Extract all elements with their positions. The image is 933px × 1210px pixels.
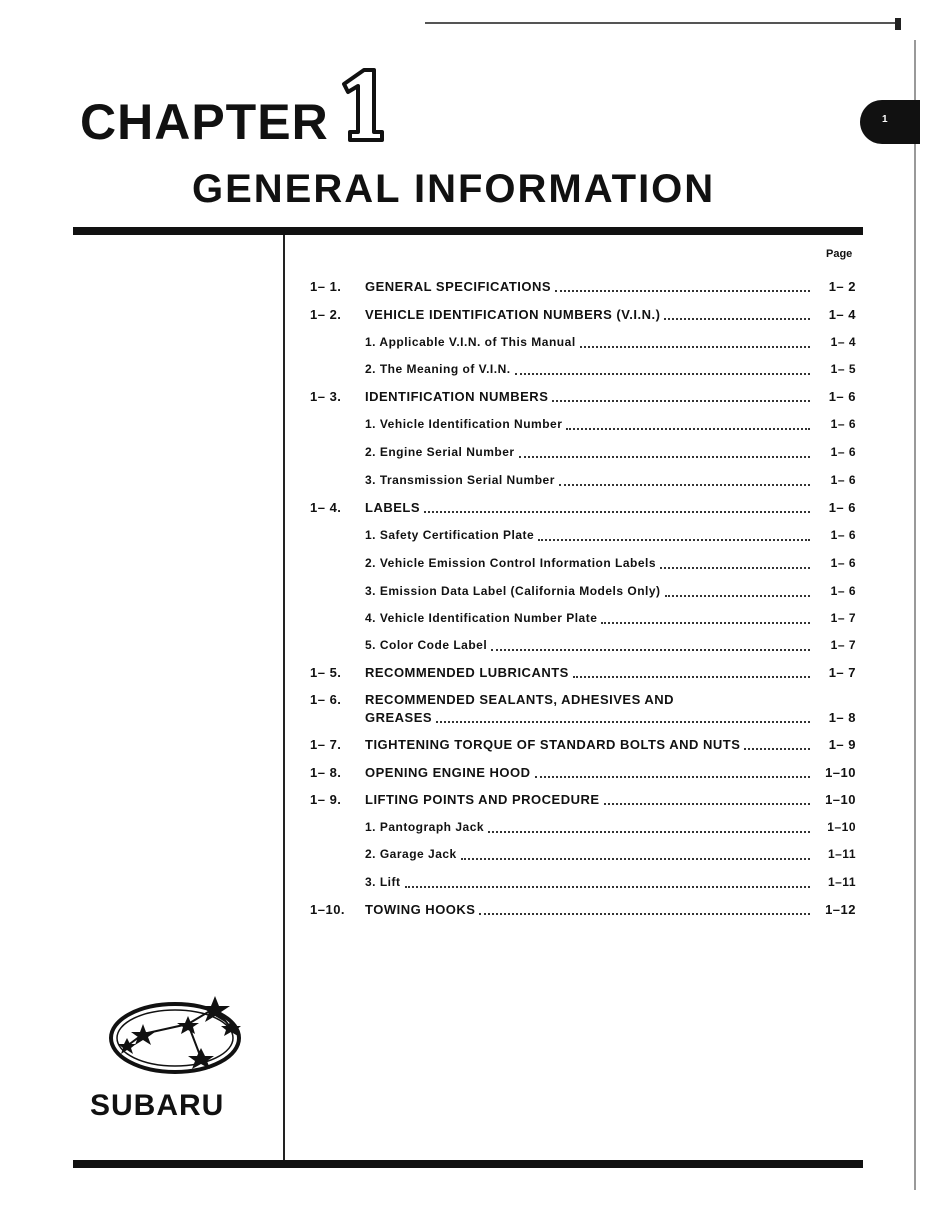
toc-entry-title: LABELS <box>365 500 420 515</box>
toc-entry-page: 1– 6 <box>830 473 856 487</box>
toc-dot-leader <box>538 539 810 541</box>
toc-entry-title: OPENING ENGINE HOOD <box>365 765 531 780</box>
toc-subentry <box>310 611 856 631</box>
toc-dot-leader <box>559 484 810 486</box>
toc-entry-title: VEHICLE IDENTIFICATION NUMBERS (V.I.N.) <box>365 307 661 322</box>
toc-subentry <box>310 473 856 493</box>
toc-entry <box>310 307 856 327</box>
toc-dot-leader <box>519 456 810 458</box>
toc-dot-leader <box>660 567 810 569</box>
toc-entry-page: 1– 5 <box>830 362 856 376</box>
toc-entry-number: 1– 9. <box>310 792 342 807</box>
toc-entry-page: 1– 2 <box>828 279 856 294</box>
toc-entry-title-continued: GREASES <box>365 710 433 725</box>
toc-dot-leader <box>515 373 810 375</box>
chapter-tab <box>860 100 920 144</box>
toc-dot-leader <box>555 290 810 292</box>
toc-dot-leader <box>573 676 810 678</box>
toc-dot-leader <box>479 913 810 915</box>
toc-entry-number: 1– 5. <box>310 665 342 680</box>
toc-dot-leader <box>601 622 810 624</box>
toc-dot-leader <box>566 428 810 430</box>
toc-entry-number: 1– 6. <box>310 692 342 707</box>
toc-subentry <box>310 528 856 548</box>
toc-entry-number: 1– 7. <box>310 737 342 752</box>
bottom-rule <box>73 1160 863 1168</box>
toc-entry-title: 5. Color Code Label <box>365 638 488 652</box>
toc-entry-title: TOWING HOOKS <box>365 902 476 917</box>
toc-entry-page: 1–10 <box>825 765 856 780</box>
toc-entry-number: 1– 1. <box>310 279 342 294</box>
toc-entry-page: 1– 7 <box>830 611 856 625</box>
toc-subentry <box>310 445 856 465</box>
scan-corner-mark <box>895 18 901 30</box>
toc-subentry <box>310 847 856 867</box>
toc-entry-page: 1– 7 <box>830 638 856 652</box>
toc-entry-title: 1. Vehicle Identification Number <box>365 417 563 431</box>
toc-entry-page: 1– 6 <box>830 528 856 542</box>
toc-entry-title: RECOMMENDED SEALANTS, ADHESIVES AND <box>365 692 675 707</box>
toc-subentry <box>310 556 856 576</box>
toc-entry-number: 1–10. <box>310 902 346 917</box>
toc-dot-leader <box>535 776 810 778</box>
toc-subentry <box>310 362 856 382</box>
toc-entry-page: 1–10 <box>827 820 856 834</box>
toc-entry-page: 1– 6 <box>830 445 856 459</box>
toc-dot-leader <box>491 649 810 651</box>
scan-edge-line <box>425 22 895 24</box>
toc-entry-page: 1–12 <box>825 902 856 917</box>
toc-subentry <box>310 875 856 895</box>
toc-entry-page: 1– 6 <box>830 556 856 570</box>
toc-entry <box>310 792 856 812</box>
toc-entry-title: 3. Lift <box>365 875 401 889</box>
toc-entry-title: TIGHTENING TORQUE OF STANDARD BOLTS AND NUTS <box>365 737 741 752</box>
toc-entry <box>310 665 856 685</box>
toc-entry-title: 1. Applicable V.I.N. of This Manual <box>365 335 576 349</box>
toc-entry <box>310 692 856 734</box>
chapter-label: CHAPTER <box>80 94 329 150</box>
toc-dot-leader <box>552 400 810 402</box>
toc-entry-page: 1–11 <box>827 847 856 861</box>
toc-entry-number: 1– 8. <box>310 765 342 780</box>
toc-dot-leader <box>604 803 810 805</box>
toc-entry-page: 1–10 <box>825 792 856 807</box>
toc-entry-page: 1– 8 <box>828 710 856 725</box>
toc-entry-page: 1– 7 <box>828 665 856 680</box>
toc-dot-leader <box>461 858 810 860</box>
toc-dot-leader <box>436 721 810 723</box>
chapter-title: GENERAL INFORMATION <box>192 167 716 211</box>
toc-entry-title: 1. Pantograph Jack <box>365 820 485 834</box>
toc-entry-page: 1– 6 <box>828 500 856 515</box>
toc-entry-title: 2. Garage Jack <box>365 847 457 861</box>
toc-entry-page: 1– 6 <box>828 389 856 404</box>
toc-entry-number: 1– 4. <box>310 500 342 515</box>
chapter-tab-label: 1 <box>882 114 888 125</box>
toc-dot-leader <box>664 318 810 320</box>
toc-entry-title: 3. Emission Data Label (California Models Only) <box>365 584 661 598</box>
toc-entry-number: 1– 3. <box>310 389 342 404</box>
toc-entry-page: 1– 6 <box>830 417 856 431</box>
subaru-logo-icon <box>103 994 248 1076</box>
toc-entry-number: 1– 2. <box>310 307 342 322</box>
toc-entry-page: 1– 4 <box>830 335 856 349</box>
toc-entry-title: 4. Vehicle Identification Number Plate <box>365 611 598 625</box>
toc-entry <box>310 737 856 757</box>
toc-entry-title: RECOMMENDED LUBRICANTS <box>365 665 569 680</box>
toc-entry <box>310 765 856 785</box>
toc-entry-title: 2. Engine Serial Number <box>365 445 515 459</box>
toc-entry-page: 1– 9 <box>828 737 856 752</box>
toc-subentry <box>310 417 856 437</box>
toc-entry <box>310 500 856 520</box>
toc-dot-leader <box>580 346 810 348</box>
toc-entry <box>310 902 856 922</box>
toc-subentry <box>310 584 856 604</box>
toc-entry <box>310 389 856 409</box>
toc-entry <box>310 279 856 299</box>
page-edge-line <box>914 40 916 1190</box>
top-rule <box>73 227 863 235</box>
toc-dot-leader <box>744 748 810 750</box>
toc-entry-title: IDENTIFICATION NUMBERS <box>365 389 549 404</box>
toc-entry-page: 1– 6 <box>830 584 856 598</box>
toc-dot-leader <box>665 595 810 597</box>
toc-entry-title: LIFTING POINTS AND PROCEDURE <box>365 792 600 807</box>
toc-dot-leader <box>424 511 810 513</box>
column-divider <box>283 235 285 1160</box>
toc-dot-leader <box>488 831 810 833</box>
toc-entry-title: GENERAL SPECIFICATIONS <box>365 279 552 294</box>
toc-entry-title: 2. The Meaning of V.I.N. <box>365 362 511 376</box>
toc-entry-page: 1– 4 <box>828 307 856 322</box>
toc-dot-leader <box>405 886 810 888</box>
toc-subentry <box>310 638 856 658</box>
toc-page-header: Page <box>826 248 853 260</box>
chapter-number <box>340 66 386 142</box>
toc-entry-page: 1–11 <box>827 875 856 889</box>
subaru-wordmark: SUBARU <box>90 1089 225 1122</box>
toc-subentry <box>310 335 856 355</box>
toc-entry-title: 3. Transmission Serial Number <box>365 473 555 487</box>
toc-entry-title: 2. Vehicle Emission Control Information Labels <box>365 556 657 570</box>
toc-subentry <box>310 820 856 840</box>
toc-entry-title: 1. Safety Certification Plate <box>365 528 535 542</box>
